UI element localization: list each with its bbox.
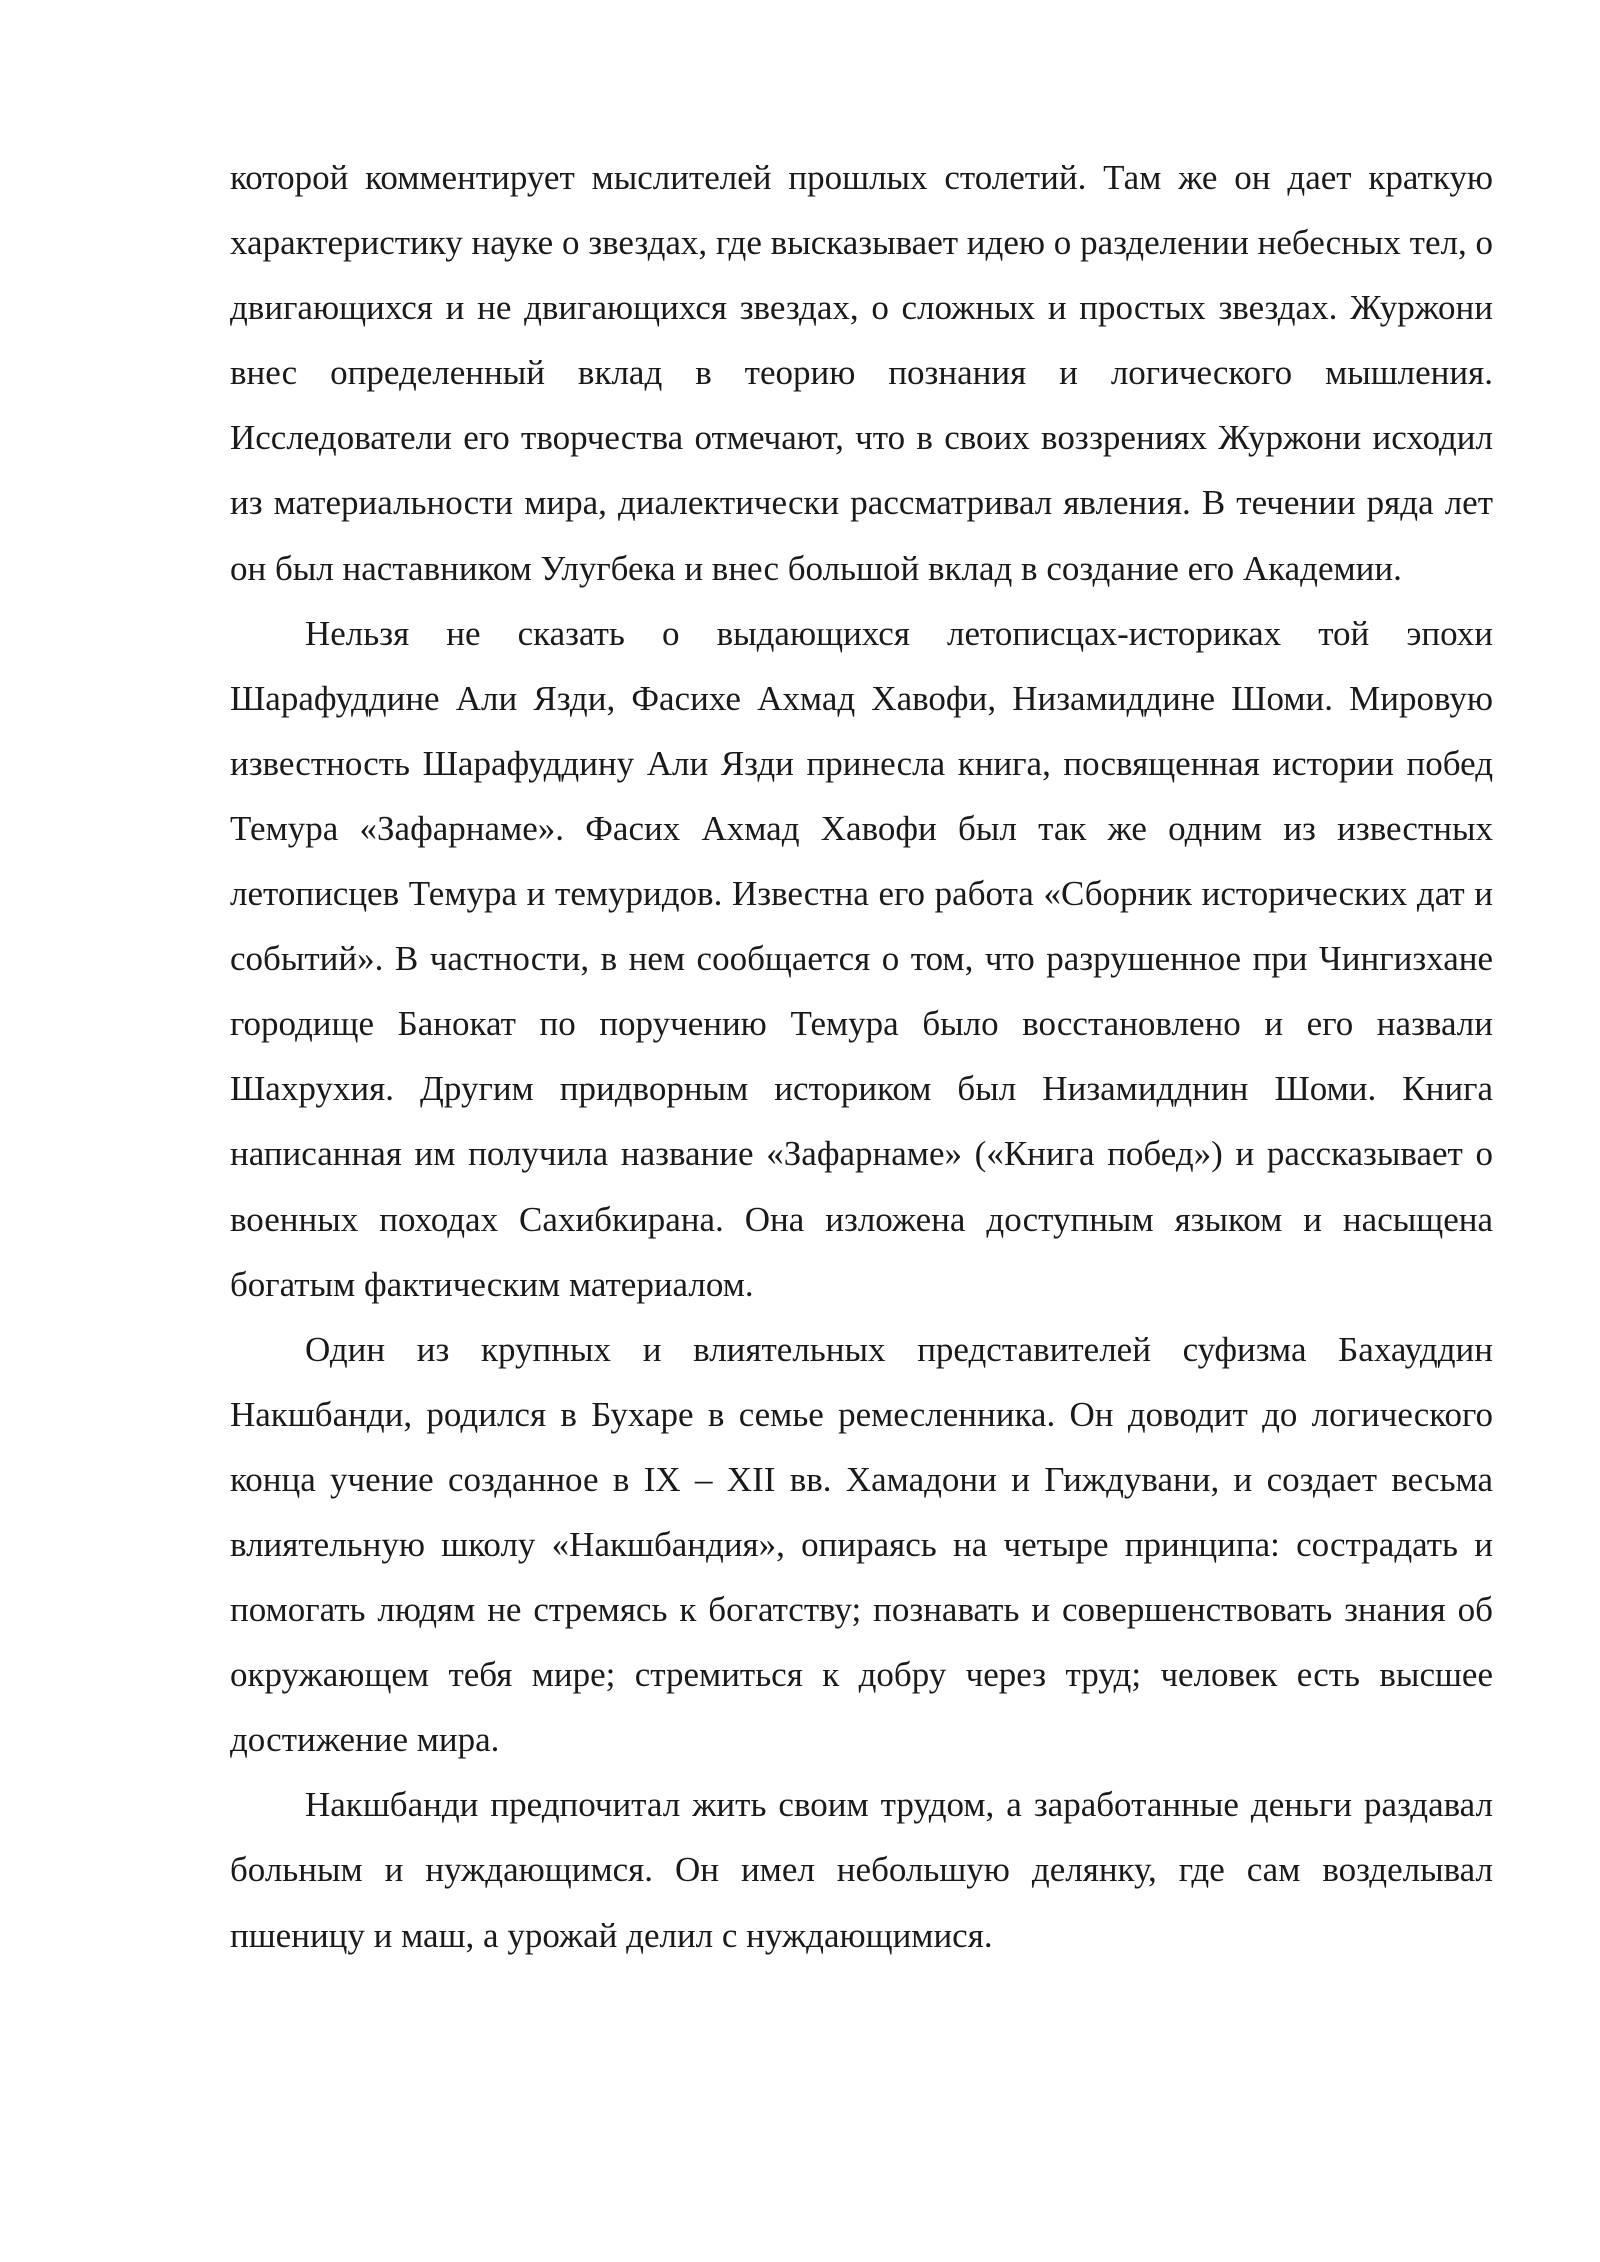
paragraph: Один из крупных и влиятельных представителей суфизма Бахауддин Накшбанди, родился в Бухаре в семье ремесленника. Он доводит до логического конца учение созданное в IX – XII вв. Хамадони и Гиждувани, и создает весьма влиятельную школу «Накшбандия», опираясь на четыре принципа: сострадать и помогать людям не стремясь к богатству; познавать и совершенствовать знания об окружающем тебя мире; стремиться к добру через труд; человек есть высшее достижение мира.	[230, 1329, 1493, 1760]
paragraph: Накшбанди предпочитал жить своим трудом, а заработанные деньги раздавал больным и нуждающимся. Он имел небольшую делянку, где сам возделывал пшеницу и маш, а урожай делил с нуждающимися.	[230, 1785, 1493, 1955]
body-text	[230, 145, 1493, 1968]
paragraph: Нельзя не сказать о выдающихся летописцах-историках той эпохи Шарафуддине Али Язди, Фасихе Ахмад Хавофи, Низамиддине Шоми. Мировую известность Шарафуддину Али Язди принесла книга, посвященная истории побед Темура «Зафарнаме». Фасих Ахмад Хавофи был так же одним из известных летописцев Темура и темуридов. Известна его работа «Сборник исторических дат и событий». В частности, в нем сообщается о том, что разрушенное при Чингизхане городище Банокат по поручению Темура было восстановлено и его назвали Шахрухия. Другим придворным историком был Низамидднин Шоми. Книга написанная им получила название «Зафарнаме» («Книга побед») и рассказывает о военных походах Сахибкирана. Она изложена доступным языком и насыщена богатым фактическим материалом.	[230, 613, 1493, 1304]
paragraph: которой комментирует мыслителей прошлых столетий. Там же он дает краткую характеристику науке о звездах, где высказывает идею о разделении небесных тел, о двигающихся и не двигающихся звездах, о сложных и простых звездах. Журжони внес определенный вклад в теорию познания и логического мышления. Исследователи его творчества отмечают, что в своих воззрениях Журжони исходил из материальности мира, диалектически рассматривал явления. В течении ряда лет он был наставником Улугбека и внес большой вклад в создание его Академии.	[230, 158, 1493, 588]
